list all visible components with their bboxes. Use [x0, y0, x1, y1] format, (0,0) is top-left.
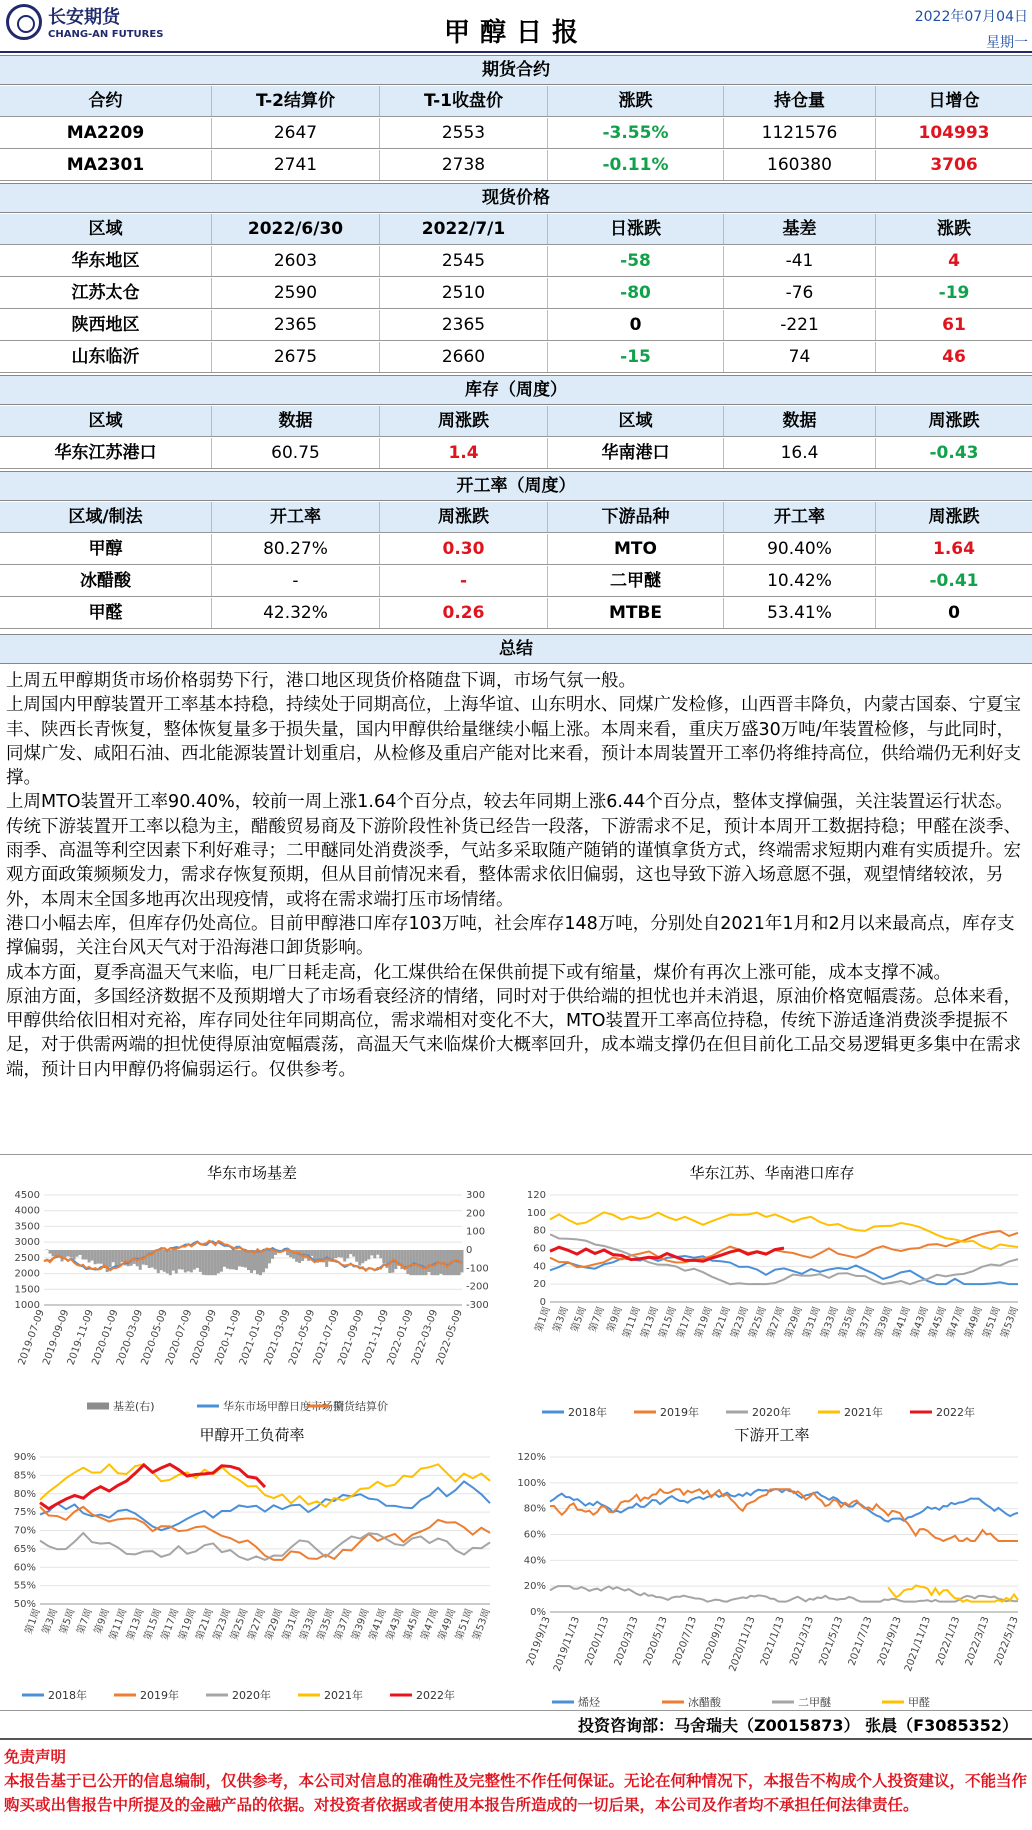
x-tick-label: 第3周	[551, 1305, 571, 1334]
table-row	[0, 438, 1032, 469]
y-tick-label: 65%	[13, 1543, 36, 1555]
x-tick-label: 2020-07-09	[164, 1308, 195, 1367]
x-tick-label: 第33周	[819, 1305, 841, 1340]
x-tick-label: 2021-05-09	[287, 1308, 318, 1367]
basis-change: 46	[942, 347, 966, 367]
operating-band: 开工率（周度）	[0, 471, 1032, 501]
x-tick-label: 第9周	[92, 1607, 113, 1636]
methanol-load-chart	[0, 1422, 505, 1707]
inventory-band: 库存（周度）	[0, 375, 1032, 405]
weekly-change: 0.26	[380, 598, 548, 628]
report-weekday: 星期一	[986, 35, 1028, 51]
basis-change: 61	[942, 315, 966, 335]
legend-label: 华东市场甲醇日度市场价	[223, 1400, 344, 1413]
x-tick-label: 2021/11/13	[903, 1615, 934, 1674]
downstream-rate-chart	[510, 1422, 1030, 1707]
x-tick-label: 第1周	[533, 1305, 553, 1334]
y-tick-label: 40	[533, 1261, 546, 1273]
product: 甲醇	[0, 534, 212, 564]
price-prev: 2603	[212, 246, 380, 276]
x-tick-label: 2021-07-09	[311, 1308, 342, 1367]
y2-tick-label: -200	[466, 1281, 489, 1293]
y-tick-label: 4000	[14, 1205, 40, 1217]
spot-band: 现货价格	[0, 183, 1032, 213]
col-header: 日涨跌	[548, 214, 724, 244]
basis-change: 4	[948, 251, 960, 271]
spot-header-row	[0, 214, 1032, 245]
disclaimer	[0, 1745, 1032, 1830]
series-line	[550, 1586, 1018, 1602]
x-tick-label: 第41周	[367, 1607, 389, 1642]
col-header: 周涨跌	[928, 411, 980, 431]
region: 华南港口	[548, 438, 724, 468]
x-tick-label: 第19周	[177, 1607, 199, 1642]
summary-band: 总结	[0, 634, 1032, 664]
x-tick-label: 2019/9/13	[524, 1615, 553, 1668]
y-tick-label: 50%	[13, 1599, 36, 1610]
table-row	[0, 246, 1032, 277]
x-tick-label: 2021-11-09	[360, 1308, 392, 1367]
basis-change: -19	[938, 283, 970, 303]
x-tick-label: 第49周	[436, 1607, 459, 1642]
y-tick-label: 60%	[13, 1562, 36, 1574]
x-tick-label: 第25周	[228, 1607, 251, 1642]
summary-paragraph: 成本方面，夏季高温天气来临，电厂日耗走高，化工煤供给在保供前提下或有缩量，煤价有再次上涨可能，成本支撑不减。	[6, 962, 951, 983]
x-tick-label: 第23周	[729, 1305, 751, 1340]
operating-rate: 53.41%	[724, 598, 876, 628]
basis: -41	[724, 246, 876, 276]
col-header: 区域	[548, 406, 724, 436]
table-row	[0, 598, 1032, 629]
region: 山东临沂	[0, 342, 212, 372]
y2-tick-label: 300	[466, 1190, 486, 1201]
change-pct: -3.55%	[548, 118, 724, 148]
y2-tick-label: -300	[466, 1300, 489, 1311]
x-tick-label: 2021-09-09	[336, 1308, 367, 1367]
inventory-value: 16.4	[724, 438, 876, 468]
series-line	[888, 1585, 1018, 1601]
x-tick-label: 2020/11/13	[727, 1615, 758, 1674]
summary-text	[0, 665, 1032, 1155]
region: 陕西地区	[0, 310, 212, 340]
x-tick-label: 第45周	[927, 1305, 949, 1340]
x-tick-label: 第15周	[142, 1607, 164, 1642]
x-tick-label: 第31周	[280, 1607, 303, 1642]
x-tick-label: 第47周	[945, 1305, 967, 1340]
x-tick-label: 第27周	[765, 1305, 787, 1340]
operating-rate: 90.40%	[724, 534, 876, 564]
x-tick-label: 2020-03-09	[114, 1308, 146, 1367]
futures-band: 期货合约	[0, 55, 1032, 85]
col-header: 开工率	[724, 502, 876, 532]
y-tick-label: 40%	[523, 1555, 546, 1567]
y2-tick-label: 200	[466, 1208, 486, 1220]
legend-label: 2019年	[660, 1406, 699, 1419]
chart-title: 甲醇开工负荷率	[199, 1426, 305, 1444]
x-tick-label: 2020-05-09	[139, 1308, 170, 1367]
legend-label: 2018年	[48, 1689, 87, 1702]
col-header: 合约	[0, 86, 212, 116]
series-line	[550, 1247, 784, 1261]
inventory-header-row	[0, 406, 1032, 437]
col-header: 2022/6/30	[212, 214, 380, 244]
y-tick-label: 2000	[14, 1268, 40, 1280]
contract-name: MA2209	[0, 118, 212, 148]
y-tick-label: 90%	[13, 1452, 36, 1463]
settle-price: 2647	[212, 118, 380, 148]
x-tick-label: 第17周	[675, 1305, 697, 1340]
x-tick-label: 第9周	[605, 1305, 625, 1334]
operating-rate: -	[212, 566, 380, 596]
y-tick-label: 4500	[14, 1190, 40, 1201]
x-tick-label: 2021/3/13	[788, 1615, 817, 1668]
x-tick-label: 第23周	[211, 1607, 234, 1642]
x-tick-label: 第43周	[909, 1305, 931, 1340]
x-tick-label: 第29周	[263, 1607, 286, 1642]
x-tick-label: 第3周	[40, 1607, 61, 1636]
weekly-change: 1.64	[933, 539, 975, 559]
col-header: 数据	[212, 406, 380, 436]
y-tick-label: 55%	[13, 1580, 36, 1592]
y-tick-label: 120	[526, 1190, 546, 1201]
col-header: 数据	[724, 406, 876, 436]
x-tick-label: 第47周	[419, 1607, 441, 1642]
open-interest: 160380	[724, 150, 876, 180]
basis: 74	[724, 342, 876, 372]
legend-label: 烯烃	[578, 1696, 600, 1707]
legend-label: 期货结算价	[333, 1400, 388, 1413]
x-tick-label: 第25周	[747, 1305, 769, 1340]
contract-name: MA2301	[0, 150, 212, 180]
operating-rate: 10.42%	[724, 566, 876, 596]
x-tick-label: 第37周	[332, 1607, 355, 1642]
report-header	[0, 0, 1032, 53]
x-tick-label: 第5周	[569, 1305, 589, 1334]
col-header: T-2结算价	[212, 86, 380, 116]
col-header: 基差	[724, 214, 876, 244]
x-tick-label: 第11周	[621, 1305, 643, 1340]
x-tick-label: 第49周	[963, 1305, 985, 1340]
report-date: 2022年07月04日	[914, 9, 1028, 25]
weekly-change: -	[380, 566, 548, 596]
x-tick-label: 第17周	[159, 1607, 182, 1642]
legend-label: 2020年	[752, 1406, 791, 1419]
y-tick-label: 0	[539, 1297, 546, 1308]
change-pct: -0.11%	[548, 150, 724, 180]
series-line	[550, 1489, 1018, 1521]
y-tick-label: 80%	[13, 1488, 36, 1500]
x-tick-label: 2022-01-09	[385, 1308, 416, 1367]
report-title: 甲醇日报	[443, 18, 588, 48]
region: 华东地区	[0, 246, 212, 276]
basis-chart	[0, 1160, 505, 1422]
weekly-change: -0.41	[929, 571, 979, 591]
x-tick-label: 第15周	[657, 1305, 679, 1340]
oi-change: 104993	[918, 123, 990, 143]
table-row	[0, 566, 1032, 597]
logo-en: CHANG-AN FUTURES	[48, 29, 164, 40]
product: 甲醛	[0, 598, 212, 628]
y-tick-label: 75%	[13, 1507, 36, 1519]
col-header: 区域/制法	[0, 502, 212, 532]
basis: -221	[724, 310, 876, 340]
price-curr: 2660	[380, 342, 548, 372]
col-header: 周涨跌	[380, 406, 548, 436]
x-tick-label: 2021/7/13	[846, 1615, 875, 1668]
x-tick-label: 2020-09-09	[188, 1308, 219, 1367]
x-tick-label: 2021-01-09	[237, 1308, 269, 1367]
y-tick-label: 80%	[523, 1503, 546, 1515]
x-tick-label: 2020-11-09	[213, 1308, 244, 1367]
y-tick-label: 60%	[523, 1529, 546, 1541]
close-price: 2738	[380, 150, 548, 180]
daily-change: -80	[548, 278, 724, 308]
y-tick-label: 20%	[523, 1581, 546, 1593]
col-header: 涨跌	[937, 219, 971, 239]
table-row	[0, 278, 1032, 309]
contact-info: 投资咨询部：马舍瑞夫（Z0015873） 张晨（F3085352）	[0, 1710, 1032, 1740]
col-header: 日增仓	[928, 91, 980, 111]
operating-rate: 42.32%	[212, 598, 380, 628]
x-tick-label: 第41周	[891, 1305, 913, 1340]
open-interest: 1121576	[724, 118, 876, 148]
x-tick-label: 2019-07-09	[16, 1308, 47, 1367]
x-tick-label: 第21周	[711, 1305, 733, 1340]
y-tick-label: 1000	[14, 1300, 40, 1311]
summary-paragraph: 上周五甲醇期货市场价格弱势下行，港口地区现货价格随盘下调，市场气氛一般。	[6, 671, 636, 691]
chart-title: 下游开工率	[734, 1426, 810, 1444]
settle-price: 2741	[212, 150, 380, 180]
x-tick-label: 2020/1/13	[583, 1615, 612, 1668]
x-tick-label: 2021/1/13	[758, 1615, 787, 1668]
table-row	[0, 150, 1032, 181]
weekly-change: -0.43	[929, 443, 979, 463]
col-header: 2022/7/1	[380, 214, 548, 244]
x-tick-label: 第7周	[75, 1607, 95, 1636]
table-row	[0, 118, 1032, 149]
basis: -76	[724, 278, 876, 308]
x-tick-label: 2022/3/13	[963, 1615, 992, 1668]
disclaimer-title: 免责声明	[4, 1748, 67, 1766]
y-tick-label: 0%	[530, 1607, 546, 1618]
x-tick-label: 第53周	[471, 1607, 493, 1642]
y-tick-label: 120%	[517, 1452, 546, 1463]
x-tick-label: 第43周	[384, 1607, 407, 1642]
price-prev: 2675	[212, 342, 380, 372]
x-tick-label: 第13周	[125, 1607, 147, 1642]
x-tick-label: 第1周	[23, 1607, 43, 1636]
legend-label: 2020年	[232, 1689, 271, 1702]
product: 冰醋酸	[0, 566, 212, 596]
legend-label: 2021年	[324, 1689, 363, 1702]
x-tick-label: 第51周	[453, 1607, 476, 1642]
x-tick-label: 2022-05-09	[434, 1308, 465, 1367]
x-tick-label: 第33周	[298, 1607, 320, 1642]
x-tick-label: 第11周	[107, 1607, 130, 1642]
close-price: 2553	[380, 118, 548, 148]
col-header: 持仓量	[724, 86, 876, 116]
weekly-change: 0.30	[380, 534, 548, 564]
x-tick-label: 2020/5/13	[641, 1615, 670, 1668]
x-tick-label: 第31周	[801, 1305, 823, 1340]
x-tick-label: 2021-03-09	[262, 1308, 293, 1367]
series-line	[550, 1489, 1018, 1541]
x-tick-label: 2019-09-09	[41, 1308, 72, 1367]
col-header: 周涨跌	[928, 507, 980, 527]
y-tick-label: 1500	[14, 1284, 40, 1296]
x-tick-label: 第19周	[693, 1305, 715, 1340]
x-tick-label: 第39周	[873, 1305, 895, 1340]
summary-paragraph: 上周国内甲醇装置开工率基本持稳，持续处于同期高位，上海华谊、山东明水、同煤广发检修，山西晋丰降负，内蒙古国泰、宁夏宝丰、陕西长青恢复，整体恢复量多于损失量，国内甲醇供给量继续小幅上涨。本周来看，重庆万盛30万吨/年装置检修，与此同时，同煤广发、咸阳石油、西北能源装置计划重启，从检修及重启产能对比来看，预计本周装置开工率仍将维持高位，供给端仍无利好支撑。	[6, 695, 1021, 789]
legend-label: 2022年	[416, 1689, 455, 1702]
x-tick-label: 2020/7/13	[671, 1615, 700, 1668]
downstream-product: MTO	[548, 534, 724, 564]
region: 华东江苏港口	[0, 438, 212, 468]
x-tick-label: 第21周	[194, 1607, 216, 1642]
oi-change: 3706	[930, 155, 978, 175]
y-tick-label: 20	[533, 1279, 546, 1291]
y-tick-label: 3000	[14, 1237, 40, 1249]
x-tick-label: 第51周	[981, 1305, 1003, 1340]
x-tick-label: 2020/3/13	[612, 1615, 641, 1668]
x-tick-label: 第45周	[402, 1607, 424, 1642]
weekly-change: 1.4	[380, 438, 548, 468]
disclaimer-text: 本报告基于已公开的信息编制，仅供参考，本公司对信息的准确性及完整性不作任何保证。无论在何种情况下，本报告不构成个人投资建议，不能当作购买或出售报告中所提及的金融产品的依据。对投资者依据或者使用本报告所造成的一切后果，本公司及作者均不承担任何法律责任。	[4, 1772, 1028, 1814]
table-row	[0, 534, 1032, 565]
col-header: 区域	[0, 406, 212, 436]
y-tick-label: 100	[526, 1207, 546, 1219]
port-inventory-chart	[510, 1160, 1030, 1422]
legend-label: 2021年	[844, 1406, 883, 1419]
x-tick-label: 第35周	[837, 1305, 859, 1340]
legend-label: 冰醋酸	[688, 1696, 721, 1707]
chart-title: 华东江苏、华南港口库存	[689, 1164, 855, 1182]
summary-paragraph: 港口小幅去库，但库存仍处高位。目前甲醇港口库存103万吨，社会库存148万吨，分别处自2021年1月和2月以来最高点，库存支撑偏弱，关注台风天气对于沿海港口卸货影响。	[6, 913, 1015, 959]
x-tick-label: 第37周	[855, 1305, 877, 1340]
downstream-product: MTBE	[548, 598, 724, 628]
col-header: T-1收盘价	[380, 86, 548, 116]
x-tick-label: 第53周	[999, 1305, 1021, 1340]
series-line	[40, 1464, 265, 1508]
x-tick-label: 2019-11-09	[65, 1308, 96, 1367]
x-tick-label: 2020-01-09	[90, 1308, 121, 1367]
y-tick-label: 100%	[517, 1477, 546, 1489]
weekly-change: 0	[948, 603, 960, 623]
price-curr: 2545	[380, 246, 548, 276]
col-header: 开工率	[212, 502, 380, 532]
summary-paragraph: 上周MTO装置开工率90.40%，较前一周上涨1.64个百分点，较去年同期上涨6.44个百分点，整体支撑偏强，关注装置运行状态。传统下游装置开工率以稳为主，醋酸贸易商及下游阶段性补货已经告一段落，下游需求不足，预计本周开工数据持稳；甲醛在淡季、雨季、高温等利空因素下利好难寻；二甲醚同处消费淡季，气站多采取随产随销的谨慎拿货方式，终端需求短期内难有实质提升。宏观方面政策频频发力，需求存恢复预期，但从目前情况来看，整体需求依旧偏弱，这也导致下游入场意愿不强，观望情绪较浓，另外，本周末全国多地再次出现疫情，或将在需求端打压市场情绪。	[6, 792, 1021, 910]
x-tick-label: 2021/9/13	[875, 1615, 904, 1668]
y-tick-label: 2500	[14, 1252, 40, 1264]
x-tick-label: 第39周	[350, 1607, 372, 1642]
col-header: 涨跌	[548, 86, 724, 116]
legend-label: 甲醛	[908, 1696, 930, 1707]
summary-paragraph: 原油方面，多国经济数据不及预期增大了市场看衰经济的情绪，同时对于供给端的担忧也并未消退，原油价格宽幅震荡。总体来看，甲醇供给依旧相对充裕，库存同处往年同期高位，需求端相对变化不大，MTO装置开工率高位持稳，传统下游适逢消费淡季提振不足，对于供需两端的担忧使得原油宽幅震荡，高温天气来临煤价大概率回升，成本端支撑仍在但目前化工品交易逻辑更多集中在需求端，预计日内甲醇仍将偏弱运行。仅供参考。	[6, 986, 1021, 1080]
y2-tick-label: -100	[466, 1263, 489, 1275]
series-line	[40, 1507, 490, 1560]
y2-tick-label: 0	[466, 1245, 473, 1256]
price-prev: 2590	[212, 278, 380, 308]
region: 江苏太仓	[0, 278, 212, 308]
x-tick-label: 2021/5/13	[817, 1615, 846, 1668]
x-tick-label: 第7周	[587, 1305, 607, 1334]
y-tick-label: 3500	[14, 1221, 40, 1233]
legend-label: 2019年	[140, 1689, 179, 1702]
y-tick-label: 80	[533, 1225, 546, 1237]
chart-title: 华东市场基差	[206, 1164, 298, 1182]
x-tick-label: 2020/9/13	[700, 1615, 729, 1668]
price-prev: 2365	[212, 310, 380, 340]
x-tick-label: 第29周	[783, 1305, 805, 1340]
table-row	[0, 342, 1032, 373]
daily-change: 0	[548, 310, 724, 340]
logo-cn: 长安期货	[48, 7, 120, 28]
operating-header-row	[0, 502, 1032, 533]
x-tick-label: 第27周	[246, 1607, 268, 1642]
x-tick-label: 第13周	[639, 1305, 661, 1340]
futures-header-row	[0, 86, 1032, 117]
x-tick-label: 第35周	[315, 1607, 338, 1642]
downstream-product: 二甲醚	[548, 566, 724, 596]
y-tick-label: 60	[533, 1243, 546, 1255]
legend-label: 2018年	[568, 1406, 607, 1419]
operating-rate: 80.27%	[212, 534, 380, 564]
daily-change: -15	[548, 342, 724, 372]
col-header: 区域	[0, 214, 212, 244]
legend-label: 基差(右)	[113, 1400, 155, 1413]
col-header: 下游品种	[548, 502, 724, 532]
price-curr: 2365	[380, 310, 548, 340]
price-curr: 2510	[380, 278, 548, 308]
x-tick-label: 第5周	[58, 1607, 78, 1636]
legend-label: 二甲醚	[798, 1696, 831, 1707]
y2-tick-label: 100	[466, 1226, 486, 1238]
y-tick-label: 70%	[13, 1525, 36, 1537]
y-tick-label: 85%	[13, 1470, 36, 1482]
inventory-value: 60.75	[212, 438, 380, 468]
x-tick-label: 2022/1/13	[934, 1615, 963, 1668]
col-header: 周涨跌	[380, 502, 548, 532]
daily-change: -58	[548, 246, 724, 276]
legend-label: 2022年	[936, 1406, 975, 1419]
x-tick-label: 2022/5/13	[992, 1615, 1021, 1668]
x-tick-label: 2022-03-09	[410, 1308, 441, 1367]
x-tick-label: 2019/11/13	[552, 1615, 583, 1674]
table-row	[0, 310, 1032, 341]
